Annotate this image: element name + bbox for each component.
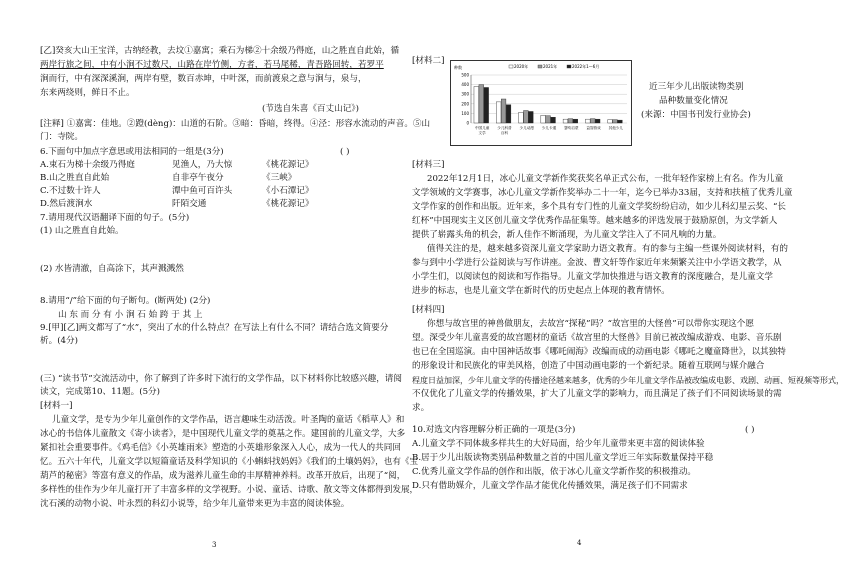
bar [541, 115, 546, 123]
answer-blank: ( ) [745, 425, 755, 435]
paragraph-line: 程度日益加深，少年儿童文学的传播途径越来越多，优秀的少年儿童文学作品被改编成电影、戏剧、动画、短视频等形式， [412, 376, 844, 385]
bar [546, 116, 551, 123]
bar-chart [450, 60, 632, 146]
paragraph-line: 2022年12月1日，冰心儿童文学新作奖获奖名单正式公布，一批年轻作家榜上有名。作为儿童 [427, 174, 784, 184]
paragraph-line: 葫芦的秘密》等富有意义的作品，成为滋养儿童生命的丰厚精神养料。改革开放后，出现了“阅， [40, 471, 406, 481]
option-a: A.儿童文学不同体裁多样共生的大好局面，给少年儿童带来更丰富的阅读体验 [412, 439, 705, 449]
option-a: A.束石为梯十余级乃得庭 [40, 160, 135, 170]
legend-swatch [538, 65, 542, 68]
y-tick-label: 400 [461, 82, 469, 88]
bar [496, 102, 501, 123]
right-page [397, 0, 844, 561]
x-tick-label: 中国儿童 [474, 126, 490, 130]
text-line: 涧而行，中有深深溪涧，两岸有壁，数百赤坤，中叶深，而前渡泉之意与涧与，泉与， [40, 74, 367, 84]
material-4-heading: [材料四] [412, 305, 445, 315]
material-2-heading: [材料二] [412, 56, 445, 66]
chart-source: (来源：中国书刊发行业协会) [641, 110, 751, 120]
option-b-source: 《三峡》 [262, 173, 297, 183]
option-d-source: 《桃花源记》 [262, 199, 314, 209]
option-a-source: 《桃花源记》 [262, 160, 314, 170]
paragraph-line: 多样性的佳作为少年儿童打开了丰富多样的文学视野。小说、童话、诗歌、散文等文体都得到发展， [40, 485, 419, 495]
text-line: [乙]癸亥大山王宝洋，古纳经教，去坟①嘉寓；乘石为梯②十余级乃得庭，山之胜直自此始，循 [40, 46, 400, 56]
option-d-compare: 阡陌交通 [172, 199, 207, 209]
legend-label: 2021年 [543, 64, 558, 69]
paragraph-line: 不仅优化了儿童文学的传播效果，扩大了儿童文学的影响力，而且满足了孩子们不同阅读场景的需 [412, 389, 782, 399]
y-tick-label: 300 [461, 91, 469, 97]
bar [573, 119, 578, 123]
x-tick-label: 少儿卡通 [541, 126, 557, 130]
material-3-heading: [材料三] [412, 160, 445, 170]
bar [613, 120, 618, 123]
paragraph-line: 望。深受少年儿童喜爱的故宫题材的童话《故宫里的大怪兽》目前已被改编成游戏、电影、音乐剧 [412, 333, 782, 343]
paragraph-line: 文学作家的创作和出版。近年来，多个具有专门性的儿童文学奖纷纷启动，如少儿科幻星云奖、“长 [412, 202, 786, 212]
bar [523, 111, 528, 123]
annotation-line: 门：寺院。 [40, 132, 83, 142]
bar [484, 87, 489, 123]
x-tick-label: 其他少儿 [608, 126, 624, 130]
chart-caption-1: 近三年少儿出版读物类别 [649, 82, 744, 92]
y-tick-label: 200 [461, 101, 469, 107]
question-9-cont: 析。(4分) [40, 336, 78, 346]
x-tick-label: 少儿动漫 [519, 126, 534, 130]
option-d: D.只有借助媒介，儿童文学作品才能优化传播效果，满足孩子们不同需求 [412, 481, 688, 491]
bar [608, 120, 613, 123]
question-10: 10.对选文内容理解分析正确的一项是(3分) [412, 425, 576, 435]
x-tick-label: 少儿科普 [497, 126, 512, 130]
legend-label: 2022年1—6月 [572, 64, 600, 69]
paragraph-line: 冰心的书信体儿童散文《寄小读者》，是中国现代儿童文学的奠基之作。建国前的儿童文学，大多 [40, 429, 406, 439]
bar [479, 85, 484, 123]
paragraph-line: 参与到中小学进行公益阅读与写作讲座。金波、曹文轩等作家近年来频繁关注中小学语文教学，从 [412, 258, 782, 268]
material-1-heading: [材料一] [40, 401, 73, 411]
paragraph-line: 也已在全国巡演。由中国神话故事《哪吒闹海》改编而成的动画电影《哪吒之魔童降世》，以其独特 [412, 347, 786, 357]
text-line: 东来两绕则，鲜日不止。 [40, 88, 135, 98]
bar [590, 119, 595, 123]
bar [568, 119, 573, 123]
annotation-line: [注释] ①嘉寓：佳地。②蹬(dèng)：山道的石阶。③暗：昏暗，终得。④泾：形容水流动的声音。⑤山 [40, 119, 431, 129]
option-c-source: 《小石潭记》 [262, 186, 314, 196]
bar [474, 87, 479, 123]
paragraph-line: 你想与故宫里的神兽做朋友，去故宫“探秘”吗？“故宫里的大怪兽”可以带你实现这个愿 [427, 319, 754, 329]
section-3-intro: (三) “读书节”交流活动中，你了解到了许多时下流行的文学作品，以下材料你比较感兴趣，请阅 [40, 374, 402, 384]
paragraph-line: 紧扣社会重要事件。《鸡毛信》《小英雄雨来》塑造的小英雄形象深入人心，成为一代人的共同回 [40, 443, 401, 453]
bar [563, 119, 568, 123]
paragraph-line: 提供了崭露头角的机会，新人佳作不断涌现，为儿童文学注入了不同凡响的力量。 [412, 230, 722, 240]
legend-label: 2020年 [514, 64, 529, 69]
y-axis-label: 种数 [454, 65, 462, 70]
question-6: 6.下面句中加点字意思或用法相同的一组是(3分) [40, 147, 224, 157]
x-tick-label: 文学 [478, 131, 486, 135]
bar [501, 99, 506, 123]
bar [519, 112, 524, 123]
option-b: B.居于少儿出版读物类别品种数量之首的中国儿童文学近三年实际数量保持平稳 [412, 453, 714, 463]
x-tick-label: 婴幼启蒙 [564, 126, 579, 130]
paragraph-line: 忆。五六十年代，儿童文学以短篇童话及科学知识的《小蝌蚪找妈妈》《我们的土壤妈妈》，也有《宝 [40, 457, 419, 467]
paragraph-line: 进步的标志，也是儿童文学在新时代的历史起点上体现的教育情怀。 [412, 286, 670, 296]
y-tick-label: 500 [461, 72, 469, 78]
question-7-1: (1) 山之胜直自此始。 [40, 226, 124, 236]
bar [528, 111, 533, 123]
paragraph-line: 的形象设计和民族化的审美风格，创造了中国动画电影的一个新纪录。随着互联网与媒介融合 [412, 361, 765, 371]
paragraph-line: 红杯”中国现实主义区创儿童文学优秀作品征集等。越来越多的评选发展于鼓励原创，为文学新人 [412, 216, 778, 226]
option-c: C.不过数十许人 [40, 186, 101, 196]
x-tick-label: 益智游戏 [586, 126, 601, 130]
paragraph-line: 儿童文学，是专为少年儿童创作的文学作品，语言趣味生动活泼。叶圣陶的童话《稻草人》和 [52, 415, 405, 425]
option-c-compare: 潭中鱼可百许头 [172, 186, 233, 196]
question-7-2: (2) 水皆清澈，自高涂下，其声溅溅然 [40, 264, 184, 274]
option-c: C.优秀儿童文学作品的创作和出版，依于冰心儿童文学新作奖的积极推动。 [412, 467, 697, 477]
chart-caption-2: 品种数量变化情况 [659, 96, 728, 106]
paragraph-line: 小学生们，以阅读包的阅读和写作指导。儿童文学加快推进与语文教育的深度融合，是儿童文学 [412, 272, 773, 282]
y-tick-label: 0 [466, 120, 469, 126]
question-7: 7.请用现代汉语翻译下面的句子。(5分) [40, 213, 190, 223]
bar [506, 105, 511, 123]
source-note: (节选自朱喜《百丈山记》) [262, 104, 359, 114]
bar [618, 120, 623, 123]
y-tick-label: 100 [461, 110, 469, 116]
bar [585, 119, 590, 123]
paragraph-line: 沈石溪的动物小说、叶永烈的科幻小说等，给少年儿童带来更为丰富的阅读体验。 [40, 499, 350, 509]
option-a-compare: 见渔人，乃大惊 [172, 160, 233, 170]
question-8: 8.请用“/”给下面的句子断句。(断两处) (2分) [40, 296, 211, 306]
question-9: 9.[甲][乙]两文都写了“水”，突出了水的什么特点？在写法上有什么不同？请结合选文简要分 [40, 323, 389, 333]
option-d: D.然后渡涧水 [40, 199, 93, 209]
page-number: 3 [212, 541, 217, 549]
option-b: B.山之胜直自此始 [40, 173, 110, 183]
bar [595, 119, 600, 123]
paragraph-line: 文学领域的文学赛事，冰心儿童文学新作奖举办二十一年，迄今已举办33届，支持和扶植了优秀儿童 [412, 188, 793, 198]
legend-swatch [567, 65, 571, 68]
paragraph-line: 值得关注的是，越来越多资深儿童文学家助力语文教育。有的参与主编一些课外阅读材料，有的 [427, 244, 788, 254]
x-tick-label: 百科 [500, 131, 509, 135]
question-8-sentence: 山 东 而 分 有 小 涧 石 始 跨 于 其 上 [58, 310, 203, 320]
answer-blank: ( ) [340, 147, 350, 157]
page-number: 4 [577, 539, 582, 547]
option-b-compare: 自非亭午夜分 [172, 173, 224, 183]
text-line: 两岸行旅之间，中有小涧不过数尺，山路在岸竹侧，方者，若马尾稀，青吾路回转，若罗平 [40, 60, 384, 70]
paragraph-line: 求。 [412, 403, 430, 413]
bar [551, 117, 556, 123]
section-3-intro-cont: 读文，完成第10、11题。(5分) [40, 387, 160, 397]
legend-swatch [509, 65, 513, 68]
